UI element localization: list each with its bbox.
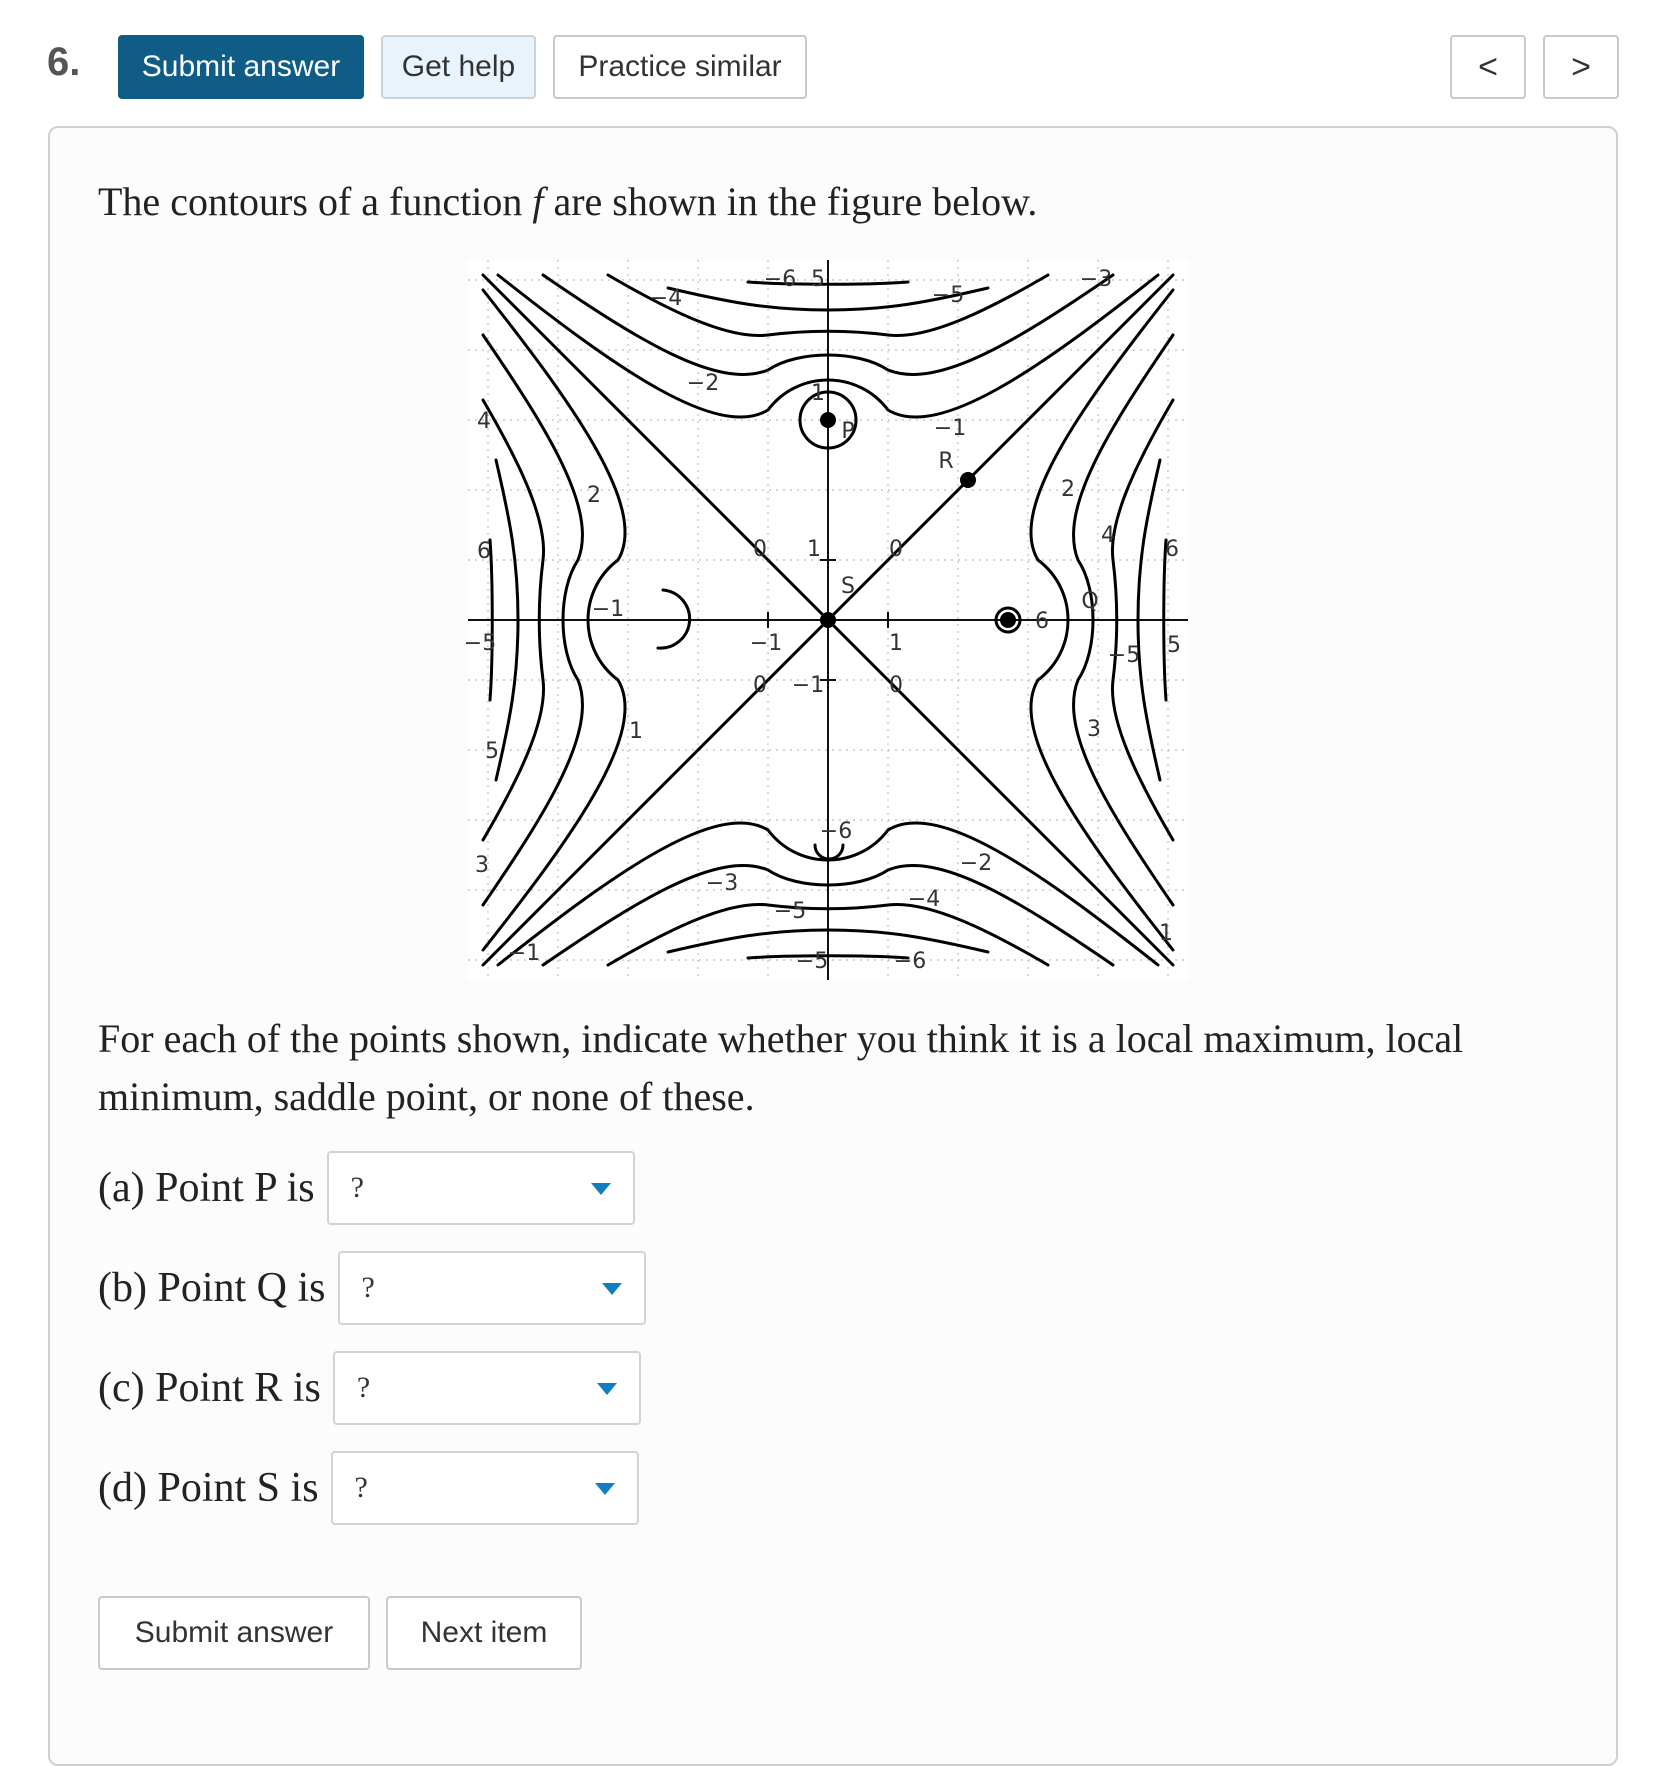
label-top-3: −4 xyxy=(649,286,683,311)
label-inner-1: 0 xyxy=(753,537,767,562)
question-b-row xyxy=(98,1250,646,1326)
question-d-label: (d) Point S is xyxy=(98,1465,319,1511)
label-inner-2: 1 xyxy=(807,537,821,562)
label-left-4: −1 xyxy=(591,597,625,622)
label-right-2: 4 xyxy=(1101,523,1115,548)
label-right-6: −5 xyxy=(1107,643,1141,668)
label-left-1: 4 xyxy=(477,409,491,434)
label-point-s: S xyxy=(841,574,855,599)
label-top-6: −2 xyxy=(686,371,720,396)
label-left-2: 2 xyxy=(587,483,601,508)
label-inner-6: 1 xyxy=(889,631,903,656)
label-right-3: 6 xyxy=(1165,537,1179,562)
label-top-5: −3 xyxy=(1079,267,1113,292)
label-top-4: −5 xyxy=(931,283,965,308)
question-number: 6. xyxy=(47,40,81,84)
label-neg1-right: −1 xyxy=(933,416,967,441)
label-bottom-7: −6 xyxy=(893,949,927,974)
label-left-7: 1 xyxy=(629,719,643,744)
question-intro xyxy=(98,178,1037,225)
point-r-select[interactable] xyxy=(333,1351,641,1425)
point-p-select-value: ? xyxy=(350,1171,364,1204)
label-inner-8: −1 xyxy=(791,673,825,698)
label-left-8: 3 xyxy=(475,853,489,878)
label-left-6: 5 xyxy=(485,739,499,764)
label-point-q: Q xyxy=(1081,589,1099,614)
point-r-marker xyxy=(960,472,976,488)
label-inner-5: −1 xyxy=(749,631,783,656)
question-c-row xyxy=(98,1350,641,1426)
question-d-row xyxy=(98,1450,639,1526)
next-item-button[interactable]: Next item xyxy=(386,1596,582,1670)
label-inner-3: 0 xyxy=(889,537,903,562)
point-s-marker xyxy=(820,612,836,628)
label-inner-9: 0 xyxy=(889,673,903,698)
caret-down-icon xyxy=(597,1383,617,1395)
point-q-select-value: ? xyxy=(361,1271,375,1304)
question-a-label: (a) Point P is xyxy=(98,1165,315,1211)
question-prompt: For each of the points shown, indicate whether you think it is a local maximum, local minimum, saddle point, or none of these. xyxy=(98,1016,1464,1119)
chevron-left-icon: < xyxy=(1478,47,1498,86)
practice-similar-button[interactable]: Practice similar xyxy=(553,35,807,99)
point-q-marker xyxy=(1000,612,1016,628)
label-right-1: 2 xyxy=(1061,477,1075,502)
contour-plot xyxy=(463,260,1188,980)
get-help-button[interactable]: Get help xyxy=(381,35,536,99)
label-left-3: 6 xyxy=(477,539,491,564)
label-top-1: −6 xyxy=(763,267,797,292)
question-c-label: (c) Point R is xyxy=(98,1365,321,1411)
label-point-r: R xyxy=(938,449,954,474)
caret-down-icon xyxy=(591,1183,611,1195)
previous-question-button[interactable] xyxy=(1450,35,1526,99)
chevron-right-icon: > xyxy=(1571,47,1591,86)
label-top-2: 5 xyxy=(811,267,825,292)
caret-down-icon xyxy=(602,1283,622,1295)
label-bottom-3: −5 xyxy=(773,899,807,924)
intro-text-start: The contours of a function xyxy=(98,179,533,224)
point-q-select[interactable] xyxy=(338,1251,646,1325)
label-left-9: −1 xyxy=(507,941,541,966)
next-question-button[interactable] xyxy=(1543,35,1619,99)
point-s-select-value: ? xyxy=(354,1471,368,1504)
label-right-8: 3 xyxy=(1087,717,1101,742)
point-s-select[interactable] xyxy=(331,1451,639,1525)
label-bottom-4: −2 xyxy=(959,851,993,876)
label-bottom-2: −3 xyxy=(705,871,739,896)
question-b-label: (b) Point Q is xyxy=(98,1265,326,1311)
point-p-select[interactable] xyxy=(327,1151,635,1225)
function-variable: f xyxy=(532,179,544,224)
label-bottom-5: −4 xyxy=(907,887,941,912)
label-bottom-1: −6 xyxy=(819,819,853,844)
label-right-7: 5 xyxy=(1167,633,1181,658)
label-p-one: 1 xyxy=(811,381,825,406)
label-bottom-6: −5 xyxy=(795,949,829,974)
intro-text-end: are shown in the figure below. xyxy=(543,179,1038,224)
point-r-select-value: ? xyxy=(356,1371,371,1404)
caret-down-icon xyxy=(595,1483,615,1495)
label-right-9: 1 xyxy=(1159,921,1173,946)
point-p-marker xyxy=(820,412,836,428)
question-a-row xyxy=(98,1150,635,1226)
label-left-5: −5 xyxy=(463,631,497,656)
submit-answer-bottom-button[interactable]: Submit answer xyxy=(98,1596,370,1670)
submit-answer-button[interactable]: Submit answer xyxy=(118,35,364,99)
label-inner-7: 0 xyxy=(753,673,767,698)
label-point-p: P xyxy=(841,419,855,444)
label-right-5: 6 xyxy=(1035,609,1049,634)
